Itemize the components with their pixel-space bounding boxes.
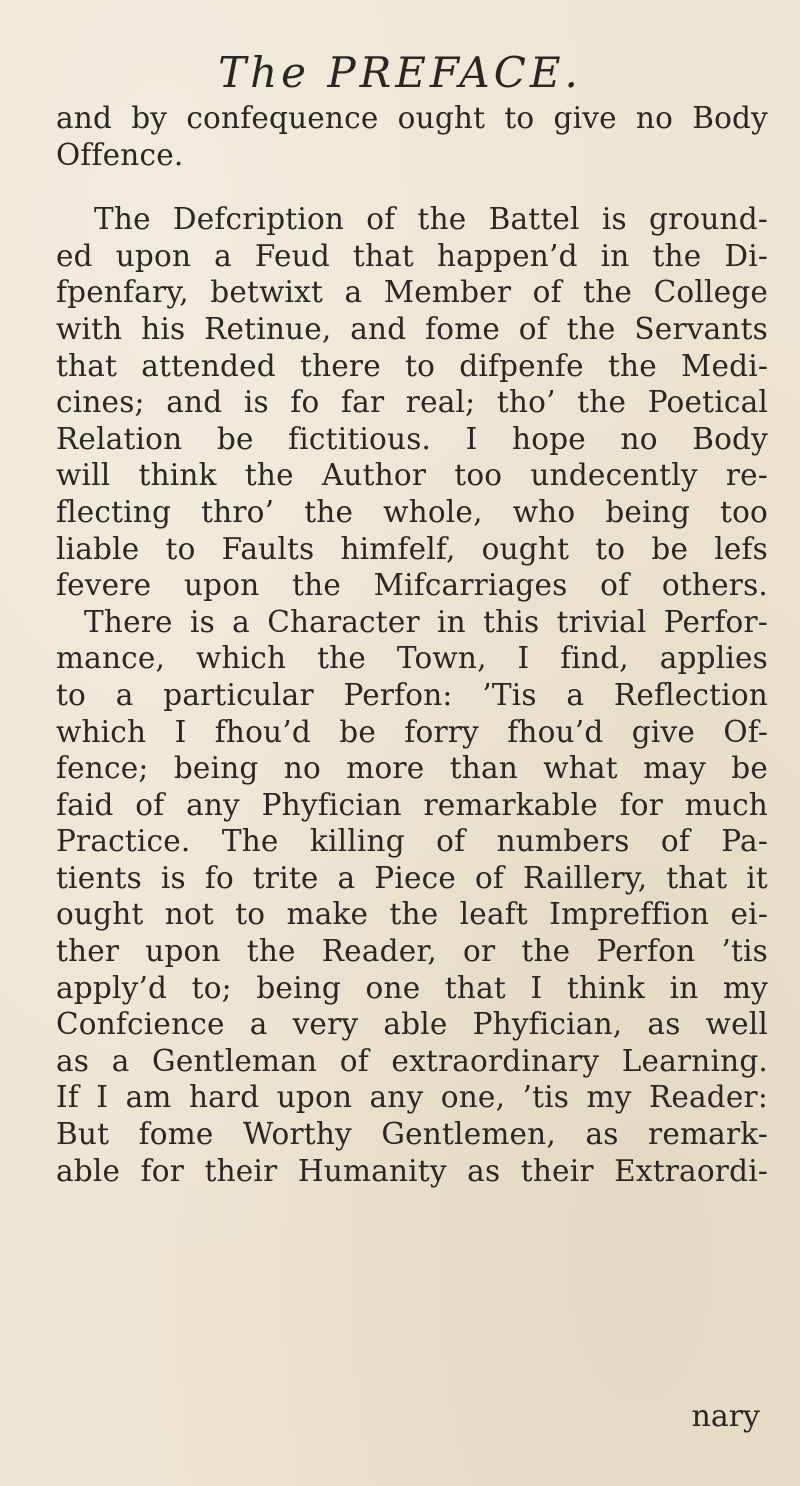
text-line: as a Gentleman of extraordinary Learning. <box>56 1043 768 1078</box>
running-head: The PREFACE. <box>218 48 582 97</box>
text-line: which I fhou’d be forry fhou’d give Of- <box>56 714 768 749</box>
text-line: fpenfary, betwixt a Member of the College <box>56 275 768 310</box>
paragraph-gap <box>56 173 768 201</box>
text-line: Practice. The killing of numbers of Pa- <box>56 824 768 859</box>
text-line: ed upon a Feud that happen’d in the Di- <box>56 238 768 273</box>
body-text <box>56 100 768 1189</box>
text-line: liable to Faults himfelf, ought to be lefs <box>56 531 768 566</box>
text-line: If I am hard upon any one, ’tis my Reader: <box>56 1080 768 1115</box>
text-line: Offence. <box>56 137 184 172</box>
text-line: Relation be fictitious. I hope no Body <box>56 421 768 456</box>
text-line: mance, which the Town, I find, applies <box>56 641 768 676</box>
text-line: Confcience a very able Phyfician, as well <box>56 1007 768 1042</box>
text-line: flecting thro’ the whole, who being too <box>56 494 768 529</box>
text-line: cines; and is fo far real; tho’ the Poetical <box>56 385 768 420</box>
text-line: fevere upon the Mifcarriages of others. <box>56 568 768 603</box>
text-line: with his Retinue, and fome of the Servants <box>56 311 768 346</box>
text-line: apply’d to; being one that I think in my <box>56 970 768 1005</box>
text-line: fence; being no more than what may be <box>56 751 768 786</box>
text-line: that attended there to difpenfe the Medi- <box>56 348 768 383</box>
text-line: tients is fo trite a Piece of Raillery, that it <box>56 860 768 895</box>
text-line: ther upon the Reader, or the Perfon ’tis <box>56 934 768 969</box>
text-line: will think the Author too undecently re- <box>56 458 768 493</box>
text-line: ought not to make the leaft Impreffion ei- <box>56 897 768 932</box>
text-line: But fome Worthy Gentlemen, as remark- <box>56 1117 768 1152</box>
catchword: nary <box>691 1399 760 1434</box>
text-line: The Defcription of the Battel is ground- <box>94 202 768 237</box>
text-line: faid of any Phyfician remarkable for much <box>56 787 768 822</box>
text-line: able for their Humanity as their Extraordi- <box>56 1153 768 1188</box>
text-line: to a particular Perfon: ’Tis a Reflection <box>56 677 768 712</box>
text-line: There is a Character in this trivial Perfor- <box>84 604 768 639</box>
text-line: and by confequence ought to give no Body <box>56 101 768 135</box>
